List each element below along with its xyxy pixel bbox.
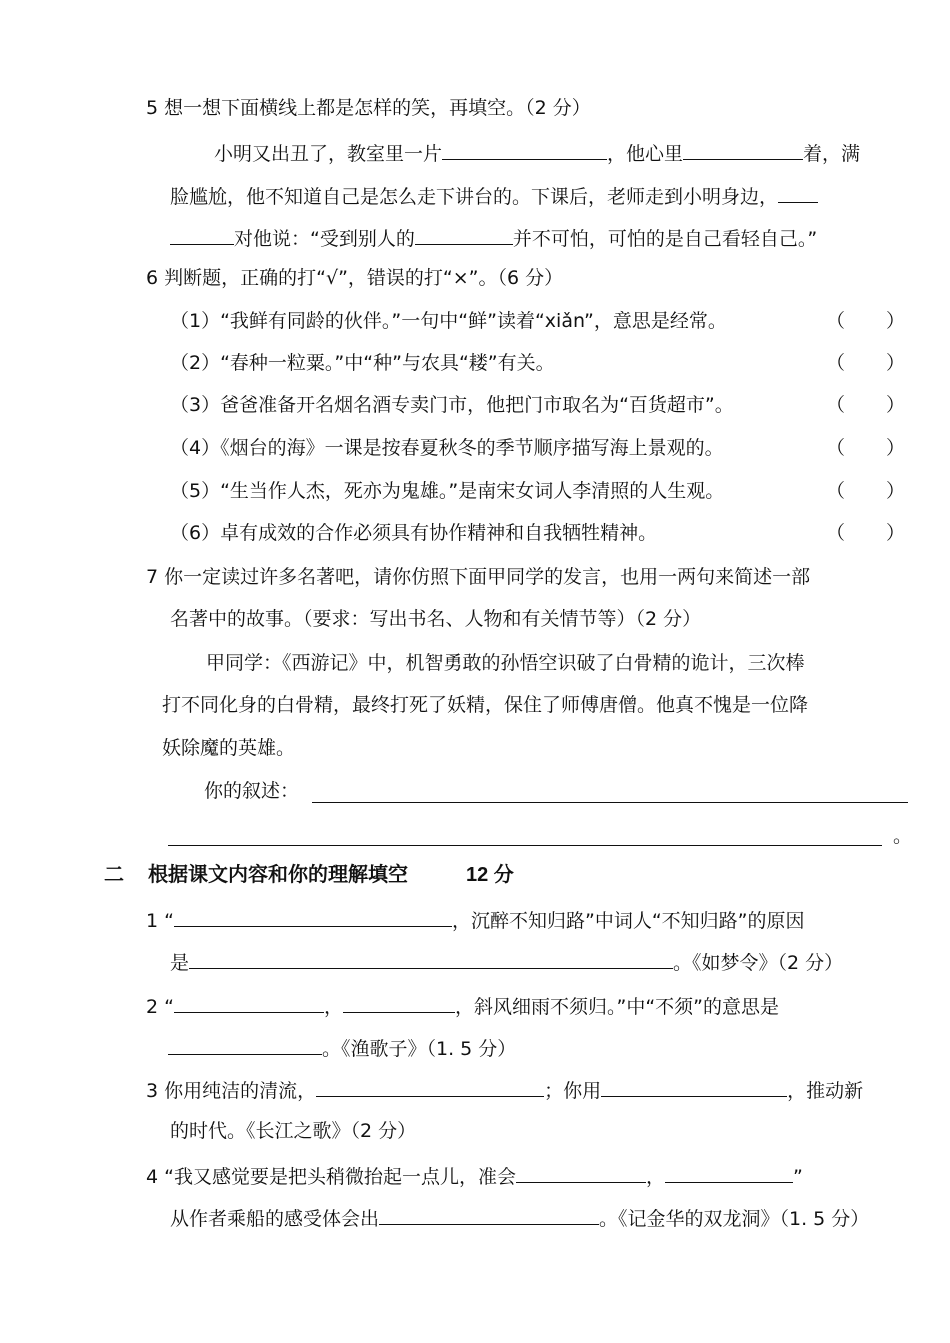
- q6-item-4: （4）《烟台的海》一课是按春夏秋冬的季节顺序描写海上景观的。: [170, 437, 724, 459]
- q6-answer-open-4[interactable]: （: [826, 437, 846, 459]
- s2-q1-line1: 1 “ ，沉醉不知归路”中词人“不知归路”的原因: [146, 906, 805, 934]
- s2-q3-blank-2[interactable]: [601, 1076, 787, 1097]
- q7-example-line3: 妖除魔的英雄。: [162, 737, 296, 759]
- q7-period: 。: [893, 825, 913, 847]
- q7-yours-label: 你的叙述：: [204, 780, 300, 802]
- section-2-score: 12 分: [466, 864, 514, 886]
- q7-example-line2: 打不同化身的白骨精，最终打死了妖精，保住了师傅唐僧。他真不愧是一位降: [162, 694, 809, 716]
- q7-example-line1: 甲同学：《西游记》中，机智勇敢的孙悟空识破了白骨精的诡计，三次棒: [206, 652, 805, 674]
- q6-item-1: （1）“我鲜有同龄的伙伴。”一句中“鲜”读着“xiǎn”，意思是经常。: [170, 310, 727, 332]
- q6-answer-close-5: ）: [886, 480, 906, 502]
- q6-item-3: （3）爸爸准备开名烟名酒专卖门市，他把门市取名为“百货超市”。: [170, 394, 734, 416]
- q5-blank-2[interactable]: [683, 139, 803, 160]
- q5-blank-4[interactable]: [415, 224, 513, 245]
- s2-q3-line1: 3 你用纯洁的清流， ；你用 ，推动新: [146, 1076, 863, 1104]
- s2-q4-blank-2[interactable]: [665, 1162, 793, 1183]
- q5-line2: 脸尴尬，他不知道自己是怎么走下讲台的。下课后，老师走到小明身边，: [170, 182, 818, 210]
- s2-q4-blank-3[interactable]: [379, 1204, 599, 1225]
- q6-answer-open-3[interactable]: （: [826, 394, 846, 416]
- q5-title: 5 想一想下面横线上都是怎样的笑，再填空。（2 分）: [146, 97, 591, 119]
- q5-blank-1[interactable]: [442, 139, 607, 160]
- s2-q2-blank-3[interactable]: [168, 1034, 322, 1055]
- s2-q2-line1: 2 “ ， ，斜风细雨不须归。”中“不须”的意思是: [146, 992, 779, 1020]
- q6-answer-open-1[interactable]: （: [826, 310, 846, 332]
- q5-blank-3b[interactable]: [170, 224, 234, 245]
- s2-q4-line1: 4 “我又感觉要是把头稍微抬起一点儿，准会 ， ”: [146, 1162, 803, 1190]
- s2-q4-blank-1[interactable]: [516, 1162, 646, 1183]
- s2-q1-blank-2[interactable]: [189, 948, 673, 969]
- q6-item-2: （2）“春种一粒粟。”中“种”与农具“耧”有关。: [170, 352, 555, 374]
- q6-item-5: （5）“生当作人杰，死亦为鬼雄。”是南宋女词人李清照的人生观。: [170, 480, 725, 502]
- s2-q2-blank-2[interactable]: [343, 992, 455, 1013]
- q6-answer-open-5[interactable]: （: [826, 480, 846, 502]
- q6-answer-close-6: ）: [886, 522, 906, 544]
- section-2-number: 二: [104, 864, 124, 886]
- s2-q1-line2: 是 。《如梦令》（2 分）: [170, 948, 843, 976]
- s2-q4-line2: 从作者乘船的感受体会出 。《记金华的双龙洞》（1. 5 分）: [170, 1204, 869, 1232]
- q7-title-line2: 名著中的故事。（要求：写出书名、人物和有关情节等）（2 分）: [170, 608, 702, 630]
- section-2-title: 根据课文内容和你的理解填空: [148, 864, 408, 886]
- s2-q1-blank-1[interactable]: [174, 906, 452, 927]
- s2-q2-line2: 。《渔歌子》（1. 5 分）: [168, 1034, 516, 1062]
- q6-answer-open-6[interactable]: （: [826, 522, 846, 544]
- q5-blank-3a[interactable]: [778, 182, 818, 203]
- s2-q2-blank-1[interactable]: [174, 992, 324, 1013]
- q7-answer-line-1[interactable]: [312, 778, 908, 803]
- q6-title: 6 判断题，正确的打“√”，错误的打“×”。（6 分）: [146, 267, 564, 289]
- q6-answer-close-4: ）: [886, 437, 906, 459]
- q5-line3: 对他说：“受到别人的 并不可怕，可怕的是自己看轻自己。”: [170, 224, 817, 252]
- q6-answer-open-2[interactable]: （: [826, 352, 846, 374]
- q7-title-line1: 7 你一定读过许多名著吧，请你仿照下面甲同学的发言，也用一两句来简述一部: [146, 566, 811, 588]
- q6-item-6: （6）卓有成效的合作必须具有协作精神和自我牺牲精神。: [170, 522, 658, 544]
- q6-answer-close-3: ）: [886, 394, 906, 416]
- q5-line1: 小明又出丑了，教室里一片 ，他心里 着，满: [214, 139, 860, 167]
- q7-answer-line-2[interactable]: [168, 821, 882, 846]
- q6-answer-close-1: ）: [886, 310, 906, 332]
- q6-answer-close-2: ）: [886, 352, 906, 374]
- s2-q3-blank-1[interactable]: [316, 1076, 544, 1097]
- s2-q3-line2: 的时代。《长江之歌》（2 分）: [170, 1120, 417, 1142]
